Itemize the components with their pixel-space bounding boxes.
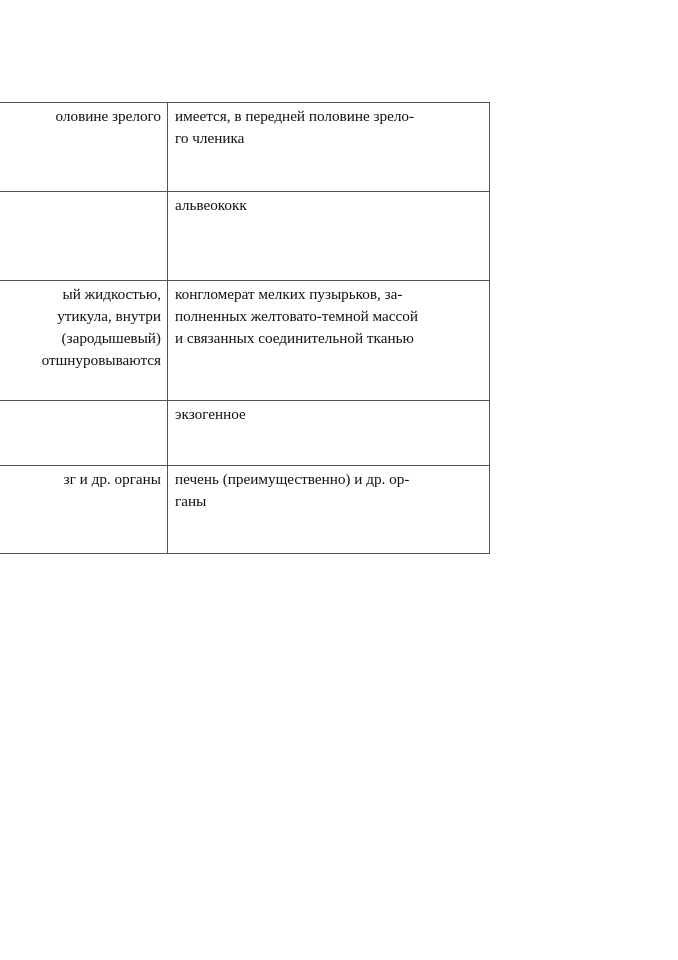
table-cell-left bbox=[0, 192, 168, 281]
cell-text-line: экзогенное bbox=[175, 406, 246, 423]
comparison-table bbox=[0, 102, 490, 554]
cell-text-line: отшнуровываются bbox=[41, 352, 161, 369]
cell-text-line: (зародышевый) bbox=[61, 330, 161, 347]
cell-text-line: ый жидкостью, bbox=[62, 286, 161, 303]
table-row bbox=[0, 401, 490, 466]
table-cell-right bbox=[168, 103, 490, 192]
table-cell-left bbox=[0, 281, 168, 401]
table-cell-right bbox=[168, 466, 490, 554]
table-cell-left bbox=[0, 466, 168, 554]
cell-text-line: утикула, внутри bbox=[57, 308, 161, 325]
cell-text-line: полненных желтовато-темной массой bbox=[175, 308, 418, 325]
table-row bbox=[0, 103, 490, 192]
cell-text-line: имеется, в передней половине зрело- bbox=[175, 108, 415, 125]
table-cell-right bbox=[168, 281, 490, 401]
cell-text-line: зг и др. органы bbox=[63, 471, 161, 488]
cell-text-line: печень (преимущественно) и др. ор- bbox=[175, 471, 410, 488]
table-cell-right bbox=[168, 192, 490, 281]
table-cell-left bbox=[0, 401, 168, 466]
table-cell-right bbox=[168, 401, 490, 466]
cell-text-line: го членика bbox=[175, 130, 245, 147]
cell-text-line: оловине зрелого bbox=[55, 108, 161, 125]
cell-text-line: ганы bbox=[175, 493, 207, 510]
table-row bbox=[0, 466, 490, 554]
cell-text-line: конгломерат мелких пузырьков, за- bbox=[175, 286, 403, 303]
table-row bbox=[0, 192, 490, 281]
cell-text-line: и связанных соединительной тканью bbox=[175, 330, 414, 347]
table-cell-left bbox=[0, 103, 168, 192]
table-row bbox=[0, 281, 490, 401]
cell-text-line: альвеококк bbox=[175, 197, 247, 214]
